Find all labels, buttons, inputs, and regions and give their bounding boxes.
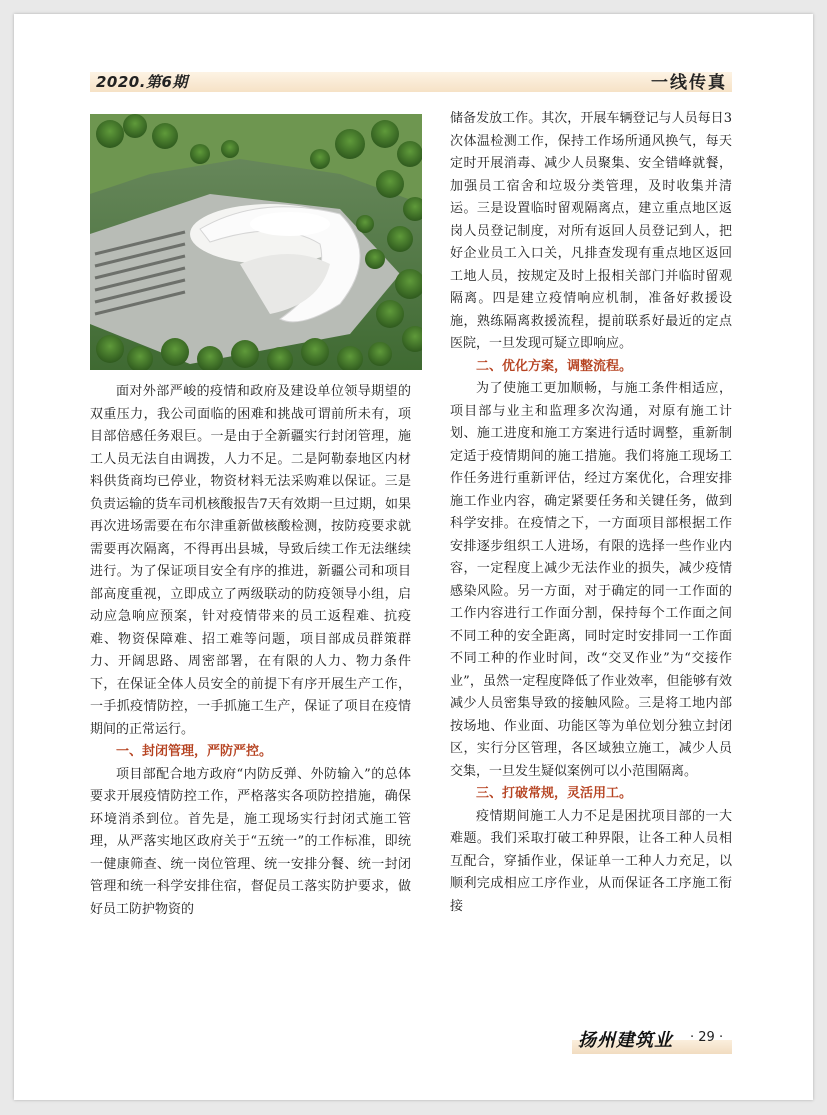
- intro-paragraph: 面对外部严峻的疫情和政府及建设单位领导期望的双重压力，我公司面临的困难和挑战可谓前所未有，项目部倍感任务艰巨。一是由于全新疆实行封闭管理，施工人员无法自由调拨，人力不足。二是阿勒泰地区内材料供货商均已停业，物资材料无法采购难以保证。三是负责运输的货车司机核酸报告7天有效期一旦过期，如果再次进场需要在布尔津重新做核酸检测，按防疫要求就需要再次隔离，不得再出县城，导致后续工作无法继续进行。为了保证项目安全有序的推进，新疆公司和项目部高度重视，立即成立了两级联动的防疫领导小组，启动应急响应预案，针对疫情带来的员工返程难、抗疫难、物资保障难、招工难等问题，项目部成员群策群力、开阔思路、周密部署，在有限的人力、物力条件下，在保证全体人员安全的前提下有序开展生产工作，一手抓疫情防控，一手抓施工生产，保证了项目在疫情期间的正常运行。: [90, 384, 411, 737]
- flexible-labor-paragraph: 疫情期间施工人力不足是困扰项目部的一大难题。我们采取打破工种界限，让各工种人员相互配合，穿插作业，保证单一工种人力充足，以顺利完成相应工序作业，从而保证各工序施工衔接: [450, 808, 732, 914]
- stadium-rendering-image: [90, 114, 422, 370]
- heading-optimize-plan: 二、优化方案，调整流程。: [476, 358, 633, 374]
- page-number: · 29 ·: [690, 1030, 724, 1045]
- left-column: [90, 381, 411, 921]
- stadium-rendering-photo: [90, 114, 422, 370]
- continued-paragraph: 储备发放工作。其次，开展车辆登记与人员每日3次体温检测工作，保持工作场所通风换气，每天定时开展消毒、减少人员聚集、安全错峰就餐，加强员工宿舍和垃圾分类管理，及时收集并清运。三是设置临时留观隔离点，建立重点地区返岗人员登记制度，对所有返回人员登记到人，把好企业员工入口关，凡排查发现有重点地区返回工地人员，按规定及时上报相关部门并临时留观隔离。四是建立疫情响应机制，准备好救援设施，熟练隔离救援流程，提前联系好最近的定点医院，一旦发现可疑立即响应。: [450, 111, 732, 351]
- right-column: [450, 108, 732, 918]
- heading-closed-management: 一、封闭管理，严防严控。: [116, 744, 273, 759]
- closed-management-paragraph: 项目部配合地方政府“内防反弹、外防输入”的总体要求开展疫情防控工作，严格落实各项防控措施，确保环境消杀到位。首先是，施工现场实行封闭式施工管理，从严落实地区政府关于“五统一”的工作标准，即统一健康筛查、统一岗位管理、统一安排分餐、统一封闭管理和统一科学安排住宿，督促员工落实防护要求，做好员工防护物资的: [90, 766, 411, 917]
- section-title: 一线传真: [651, 73, 727, 93]
- journal-logo: 扬州建筑业: [578, 1030, 673, 1051]
- heading-flexible-labor: 三、打破常规，灵活用工。: [476, 786, 633, 801]
- issue-number: 2020.第6期: [96, 73, 188, 91]
- optimize-plan-paragraph: 为了使施工更加顺畅，与施工条件相适应，项目部与业主和监理多次沟通，对原有施工计划、施工进度和施工方案进行适时调整，重新制定适于疫情期间的施工措施。我们将施工现场工作任务进行重新评估，经过方案优化，合理安排施工作业内容，确定紧要任务和关键任务，做到科学安排。在疫情之下，一方面项目部根据工作安排逐步组织工人进场，有限的选择一些作业内容，一定程度上减少无法作业的损失，减少疫情感染风险。另一方面，对于确定的同一工作面的工作内容进行工作面分割，保持每个工作面之间不同工种的安全距离，同时定时安排同一工作面不同工种的作业时间，改“交叉作业”为“交接作业”，虽然一定程度降低了作业效率，但能够有效减少人员密集导致的接触风险。三是将工地内部按场地、作业面、功能区等为单位划分独立封闭区，实行分区管理，各区域独立施工，减少人员交集，一旦发生疑似案例可以小范围隔离。: [450, 381, 732, 779]
